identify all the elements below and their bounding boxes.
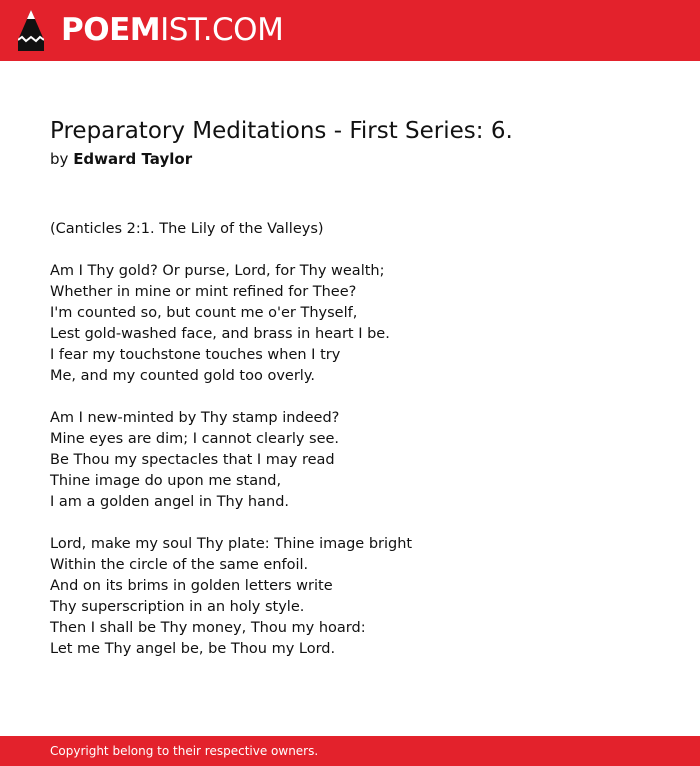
- stanza: [50, 408, 412, 513]
- poem-body: [50, 219, 412, 660]
- poem-line: Am I Thy gold? Or purse, Lord, for Thy wealth;: [50, 263, 385, 279]
- byline: [50, 148, 192, 170]
- logo-text-light: IST.COM: [160, 12, 284, 48]
- site-footer: [0, 736, 700, 766]
- poem-line: Thy superscription in an holy style.: [50, 599, 305, 615]
- stanza: [50, 534, 412, 660]
- poem-line: I am a golden angel in Thy hand.: [50, 494, 290, 510]
- poem-line: Whether in mine or mint refined for Thee?: [50, 284, 357, 300]
- poem-line: I'm counted so, but count me o'er Thyself,: [50, 305, 358, 321]
- poem-line: Within the circle of the same enfoil.: [50, 557, 309, 573]
- poem-line: I fear my touchstone touches when I try: [50, 347, 341, 363]
- poem-line: Me, and my counted gold too overly.: [50, 368, 315, 384]
- site-logo[interactable]: [61, 12, 283, 48]
- site-header: [0, 0, 700, 61]
- copyright-text: Copyright belong to their respective owners.: [50, 744, 319, 758]
- poem-line: Lest gold-washed face, and brass in heart I be.: [50, 326, 390, 342]
- poem-line: And on its brims in golden letters write: [50, 578, 333, 594]
- stanza: [50, 261, 412, 387]
- pencil-icon[interactable]: [18, 10, 44, 51]
- poem-title: Preparatory Meditations - First Series: 6.: [50, 118, 513, 144]
- poem-line: Be Thou my spectacles that I may read: [50, 452, 335, 468]
- poem-line: Mine eyes are dim; I cannot clearly see.: [50, 431, 340, 447]
- poem-line: Then I shall be Thy money, Thou my hoard:: [50, 620, 366, 636]
- author-name: Edward Taylor: [73, 150, 193, 168]
- poem-line: Thine image do upon me stand,: [50, 473, 282, 489]
- poem-epigraph: (Canticles 2:1. The Lily of the Valleys): [50, 221, 324, 237]
- poem-line: Let me Thy angel be, be Thou my Lord.: [50, 641, 336, 657]
- poem-line: Am I new-minted by Thy stamp indeed?: [50, 410, 340, 426]
- logo-text-bold: POEM: [61, 12, 161, 48]
- poem-line: Lord, make my soul Thy plate: Thine image bright: [50, 536, 413, 552]
- by-label: by: [50, 150, 69, 168]
